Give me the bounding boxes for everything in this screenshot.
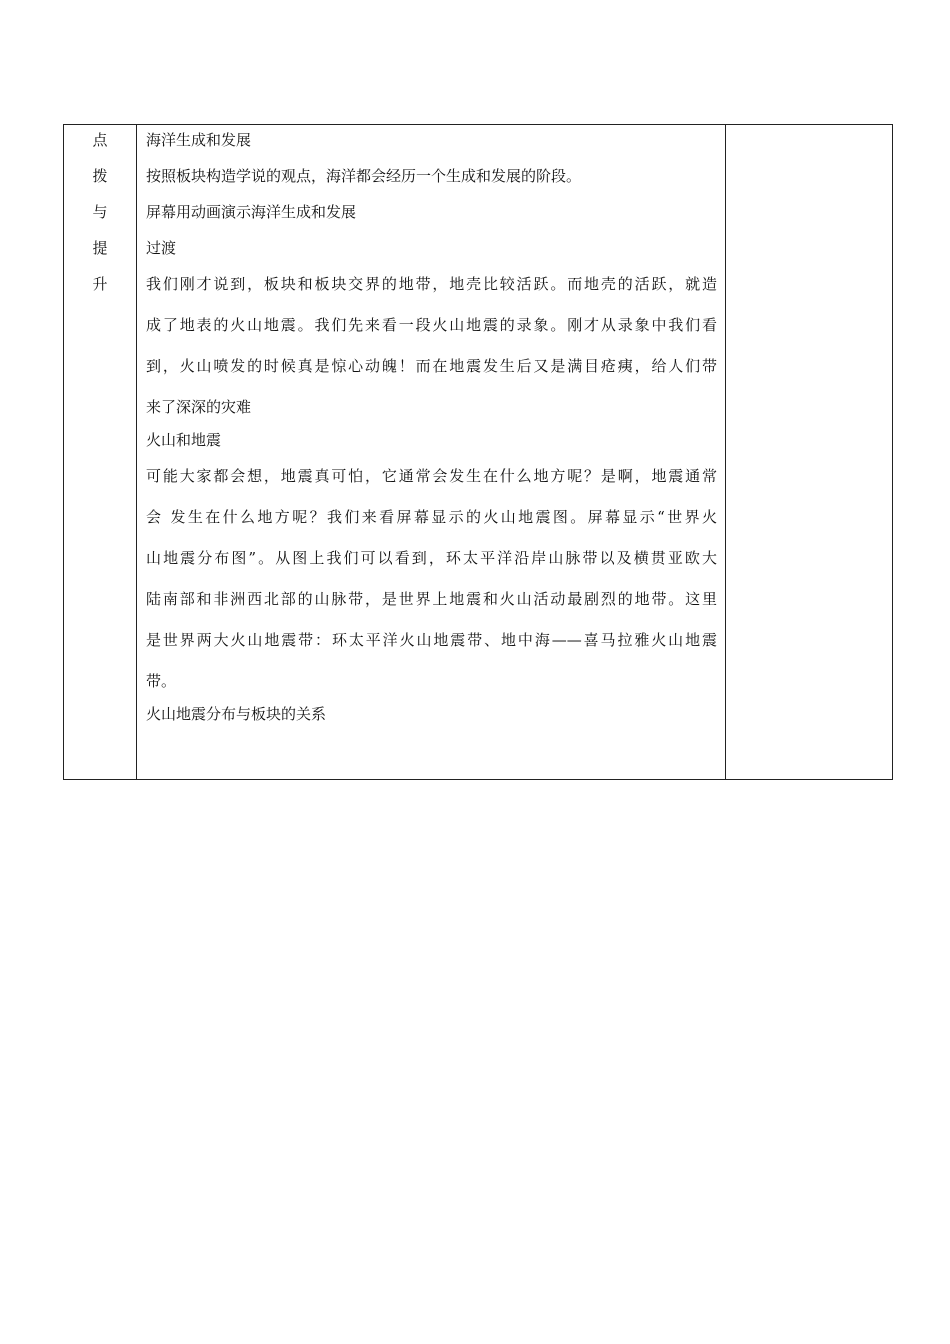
- paragraph-line: 来了深深的灾难: [146, 398, 252, 416]
- paragraph-line: 可能大家都会想，地震真可怕，它通常会发生在什么地方呢？是啊，地震通常: [146, 467, 717, 485]
- section-label-char: 升: [92, 275, 108, 293]
- paragraph-line: 是世界两大火山地震带：环太平洋火山地震带、地中海——喜马拉雅火山地震: [146, 631, 717, 649]
- paragraph-line: 成了地表的火山地震。我们先来看一段火山地震的录象。刚才从录象中我们看: [146, 316, 717, 334]
- paragraph-line: 会 发生在什么地方呢？我们来看屏幕显示的火山地震图。屏幕显示“世界火: [146, 508, 717, 526]
- content-cell: [137, 125, 726, 780]
- section-label-char: 提: [92, 239, 108, 257]
- paragraph-line: 我们刚才说到，板块和板块交界的地带，地壳比较活跃。而地壳的活跃，就造: [146, 275, 717, 293]
- section-label-char: 点: [92, 131, 108, 149]
- paragraph-line: 陆南部和非洲西北部的山脉带，是世界上地震和火山活动最剧烈的地带。这里: [146, 590, 717, 608]
- paragraph-line: 到，火山喷发的时候真是惊心动魄！而在地震发生后又是满目疮痍，给人们带: [146, 357, 717, 375]
- lesson-table: [63, 124, 893, 780]
- content-body: [137, 125, 725, 738]
- heading-ocean-formation: 海洋生成和发展: [146, 131, 252, 149]
- section-label-cell: [64, 125, 137, 780]
- paragraph-earthquake-distribution: [146, 464, 717, 702]
- heading-distribution-plates: 火山地震分布与板块的关系: [146, 705, 327, 723]
- section-label-char: 拨: [92, 167, 108, 185]
- paragraph-line: 山地震分布图”。从图上我们可以看到，环太平洋沿岸山脉带以及横贯亚欧大: [146, 549, 717, 567]
- paragraph-line: 带。: [146, 672, 177, 690]
- section-label: [64, 125, 136, 308]
- text-plate-tectonics: 按照板块构造学说的观点，海洋都会经历一个生成和发展的阶段。: [146, 167, 582, 185]
- section-label-char: 与: [92, 203, 108, 221]
- heading-transition: 过渡: [146, 239, 177, 257]
- text-animation-demo: 屏幕用动画演示海洋生成和发展: [146, 203, 357, 221]
- heading-volcano-earthquake: 火山和地震: [146, 431, 222, 449]
- table-row: [64, 125, 893, 780]
- paragraph-volcano-earthquake-intro: [146, 272, 717, 428]
- notes-cell: [726, 125, 893, 780]
